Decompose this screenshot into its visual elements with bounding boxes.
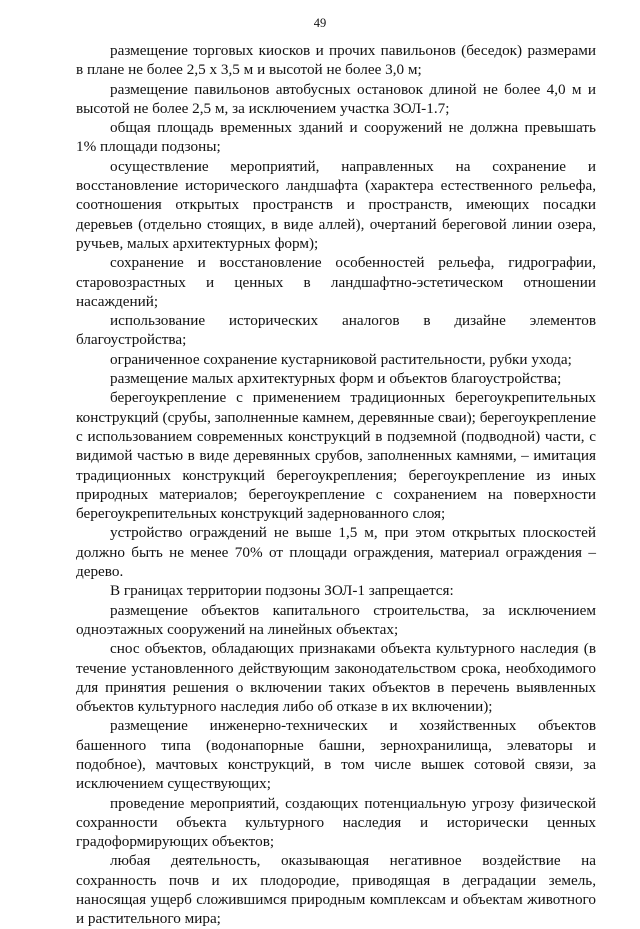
paragraph: ограниченное сохранение кустарниковой растительности, рубки ухода;: [110, 350, 572, 368]
paragraph: общая площадь временных зданий и сооружений не должна превышать 1% площади подзоны;: [76, 119, 596, 156]
paragraph: сохранение и восстановление особенностей рельефа, гидрографии, старовозрастных и ценных в ландшафтно-эстетическом отношении насаждений;: [76, 254, 596, 310]
paragraph: устройство ограждений не выше 1,5 м, при этом открытых плоскостей должно быть не менее 70% от площади ограждения, материал ограждения – дерево.: [76, 524, 596, 581]
paragraph: берегоукрепление с применением традиционных берегоукрепительных конструкций (срубы, заполненные камнем, деревянные сваи); берегоукрепление с использованием современных конструкций в подземной (подводной) части, с видимой частью в виде деревянных срубов, заполненных камнями, – имитация традиционных конструкций берегоукрепления; берегоукрепление из иных природных материалов; берегоукрепление с сохранением на поверхности берегоукрепительных конструкций задернованного слоя;: [76, 389, 596, 523]
paragraph: использование исторических аналогов в дизайне элементов благоустройства;: [76, 312, 596, 349]
paragraph: размещение торговых киосков и прочих павильонов (беседок) размерами в плане не более 2,5 х 3,5 м и высотой не более 3,0 м;: [76, 42, 596, 79]
paragraph: проведение мероприятий, создающих потенциальную угрозу физической сохранности объекта культурного наследия и исторически ценных градоформирующих объектов;: [76, 794, 596, 851]
paragraph: размещение инженерно-технических и хозяйственных объектов башенного типа (водонапорные башни, зернохранилища, элеваторы и подобное), мачтовых конструкций, в том числе вышек сотовой связи, за исключением существующих;: [76, 717, 596, 793]
section-heading-paragraph: В границах территории подзоны ЗОЛ-1 запрещается:: [110, 582, 454, 600]
document-body: [76, 41, 596, 929]
page-number: 49: [313, 16, 327, 30]
paragraph: размещение объектов капитального строительства, за исключением одноэтажных сооружений на линейных объектах;: [76, 601, 596, 638]
paragraph: снос объектов, обладающих признаками объекта культурного наследия (в течение установленного действующим законодательством срока, необходимого для принятия решения о включении таких объектов в перечень выявленных объектов культурного наследия либо об отказе в их включении);: [76, 640, 596, 716]
paragraph: размещение павильонов автобусных остановок длиной не более 4,0 м и высотой не более 2,5 м, за исключением участка ЗОЛ-1.7;: [76, 80, 596, 117]
paragraph: осуществление мероприятий, направленных на сохранение и восстановление исторического ландшафта (характера естественного рельефа, соотношения открытых пространств и пространств, имеющих посадки деревьев (отдельно стоящих, в виде аллей), очертаний береговой линии озера, ручьев, малых архитектурных форм);: [76, 157, 596, 252]
paragraph: размещение малых архитектурных форм и объектов благоустройства;: [110, 370, 562, 388]
paragraph: любая деятельность, оказывающая негативное воздействие на сохранность почв и их плодородие, приводящая в деградации земель, наносящая ущерб сложившимся природным комплексам и объектам животного и растительного мира;: [76, 852, 596, 928]
